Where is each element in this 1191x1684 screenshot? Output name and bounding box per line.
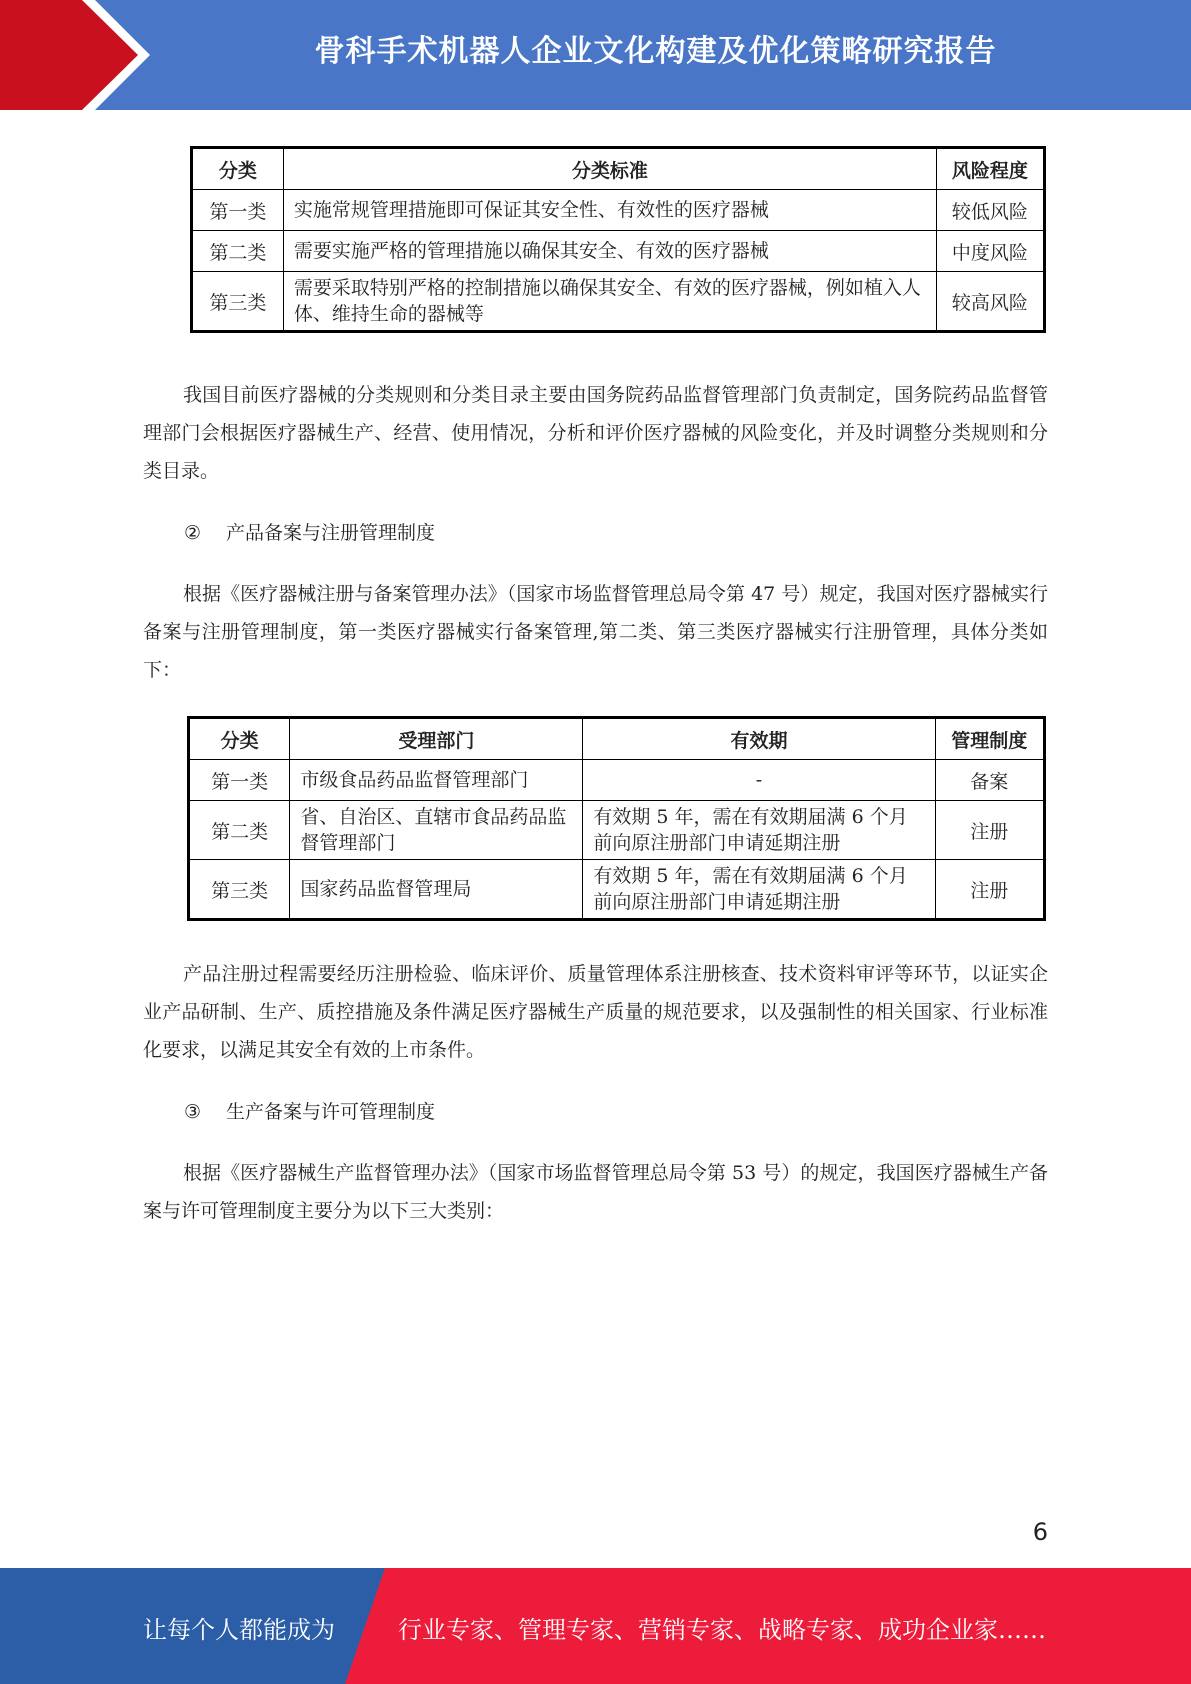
- table-cell: -: [583, 760, 935, 801]
- column-header: 分类: [189, 718, 290, 760]
- footer-slogan-left: 让每个人都能成为: [143, 1616, 335, 1644]
- body-paragraph: 根据《医疗器械生产监督管理办法》（国家市场监督管理总局令第 53 号）的规定，我国医疗器械生产备案与许可管理制度主要分为以下三大类别：: [143, 1162, 1048, 1222]
- table-cell: 省、自治区、直辖市食品药品监督管理部门: [290, 801, 583, 860]
- table-cell: 实施常规管理措施即可保证其安全性、有效性的医疗器械: [283, 190, 936, 231]
- table-row: [192, 272, 1045, 332]
- section-heading: [184, 514, 435, 552]
- table-cell: 需要采取特别严格的控制措施以确保其安全、有效的医疗器械，例如植入人体、维持生命的器械等: [283, 272, 936, 332]
- table-cell: 较高风险: [936, 272, 1044, 332]
- table-cell: 注册: [935, 801, 1044, 860]
- table-cell: 较低风险: [936, 190, 1044, 231]
- table-cell: 有效期 5 年，需在有效期届满 6 个月前向原注册部门申请延期注册: [583, 801, 935, 860]
- table-cell: 第三类: [192, 272, 284, 332]
- table-row: [192, 231, 1045, 272]
- table-cell: 第一类: [192, 190, 284, 231]
- table-cell: 中度风险: [936, 231, 1044, 272]
- table-row: [192, 190, 1045, 231]
- body-paragraph: 根据《医疗器械注册与备案管理办法》（国家市场监督管理总局令第 47 号）规定，我国对医疗器械实行备案与注册管理制度，第一类医疗器械实行备案管理,第二类、第三类医疗器械实行注册管理，具体分类如下：: [143, 583, 1048, 681]
- body-paragraph: 产品注册过程需要经历注册检验、临床评价、质量管理体系注册核查、技术资料审评等环节，以证实企业产品研制、生产、质控措施及条件满足医疗器械生产质量的规范要求，以及强制性的相关国家、行业标准化要求，以满足其安全有效的上市条件。: [143, 963, 1048, 1061]
- page-number: 6: [1032, 1518, 1048, 1546]
- column-header: 有效期: [583, 718, 935, 760]
- table-header-row: [189, 718, 1045, 760]
- page-header: [0, 0, 1191, 110]
- column-header: 风险程度: [936, 148, 1044, 190]
- table-row: [189, 860, 1045, 920]
- table-cell: 第一类: [189, 760, 290, 801]
- table-row: [189, 760, 1045, 801]
- table-cell: 备案: [935, 760, 1044, 801]
- column-header: 分类: [192, 148, 284, 190]
- footer-slogan-right: 行业专家、管理专家、营销专家、战略专家、成功企业家……: [398, 1616, 1046, 1644]
- classification-table: [190, 146, 1046, 333]
- section-number: ②: [184, 522, 202, 544]
- section-heading-text: 生产备案与许可管理制度: [226, 1101, 436, 1123]
- body-paragraph: 我国目前医疗器械的分类规则和分类目录主要由国务院药品监督管理部门负责制定，国务院药品监督管理部门会根据医疗器械生产、经营、使用情况，分析和评价医疗器械的风险变化，并及时调整分类规则和分类目录。: [143, 384, 1048, 482]
- page-footer: [0, 1568, 1191, 1684]
- table-cell: 国家药品监督管理局: [290, 860, 583, 920]
- section-number: ③: [184, 1101, 202, 1123]
- table-cell: 有效期 5 年，需在有效期届满 6 个月前向原注册部门申请延期注册: [583, 860, 935, 920]
- table-cell: 第三类: [189, 860, 290, 920]
- table-cell: 注册: [935, 860, 1044, 920]
- table-cell: 第二类: [189, 801, 290, 860]
- column-header: 管理制度: [935, 718, 1044, 760]
- table-cell: 第二类: [192, 231, 284, 272]
- header-chevron-icon: [0, 0, 138, 110]
- column-header: 分类标准: [283, 148, 936, 190]
- column-header: 受理部门: [290, 718, 583, 760]
- report-title: 骨科手术机器人企业文化构建及优化策略研究报告: [314, 34, 997, 69]
- table-cell: 市级食品药品监督管理部门: [290, 760, 583, 801]
- table-cell: 需要实施严格的管理措施以确保其安全、有效的医疗器械: [283, 231, 936, 272]
- table-header-row: [192, 148, 1045, 190]
- table-row: [189, 801, 1045, 860]
- section-heading-text: 产品备案与注册管理制度: [226, 522, 436, 544]
- section-heading: [184, 1093, 435, 1131]
- registration-table: [187, 716, 1046, 921]
